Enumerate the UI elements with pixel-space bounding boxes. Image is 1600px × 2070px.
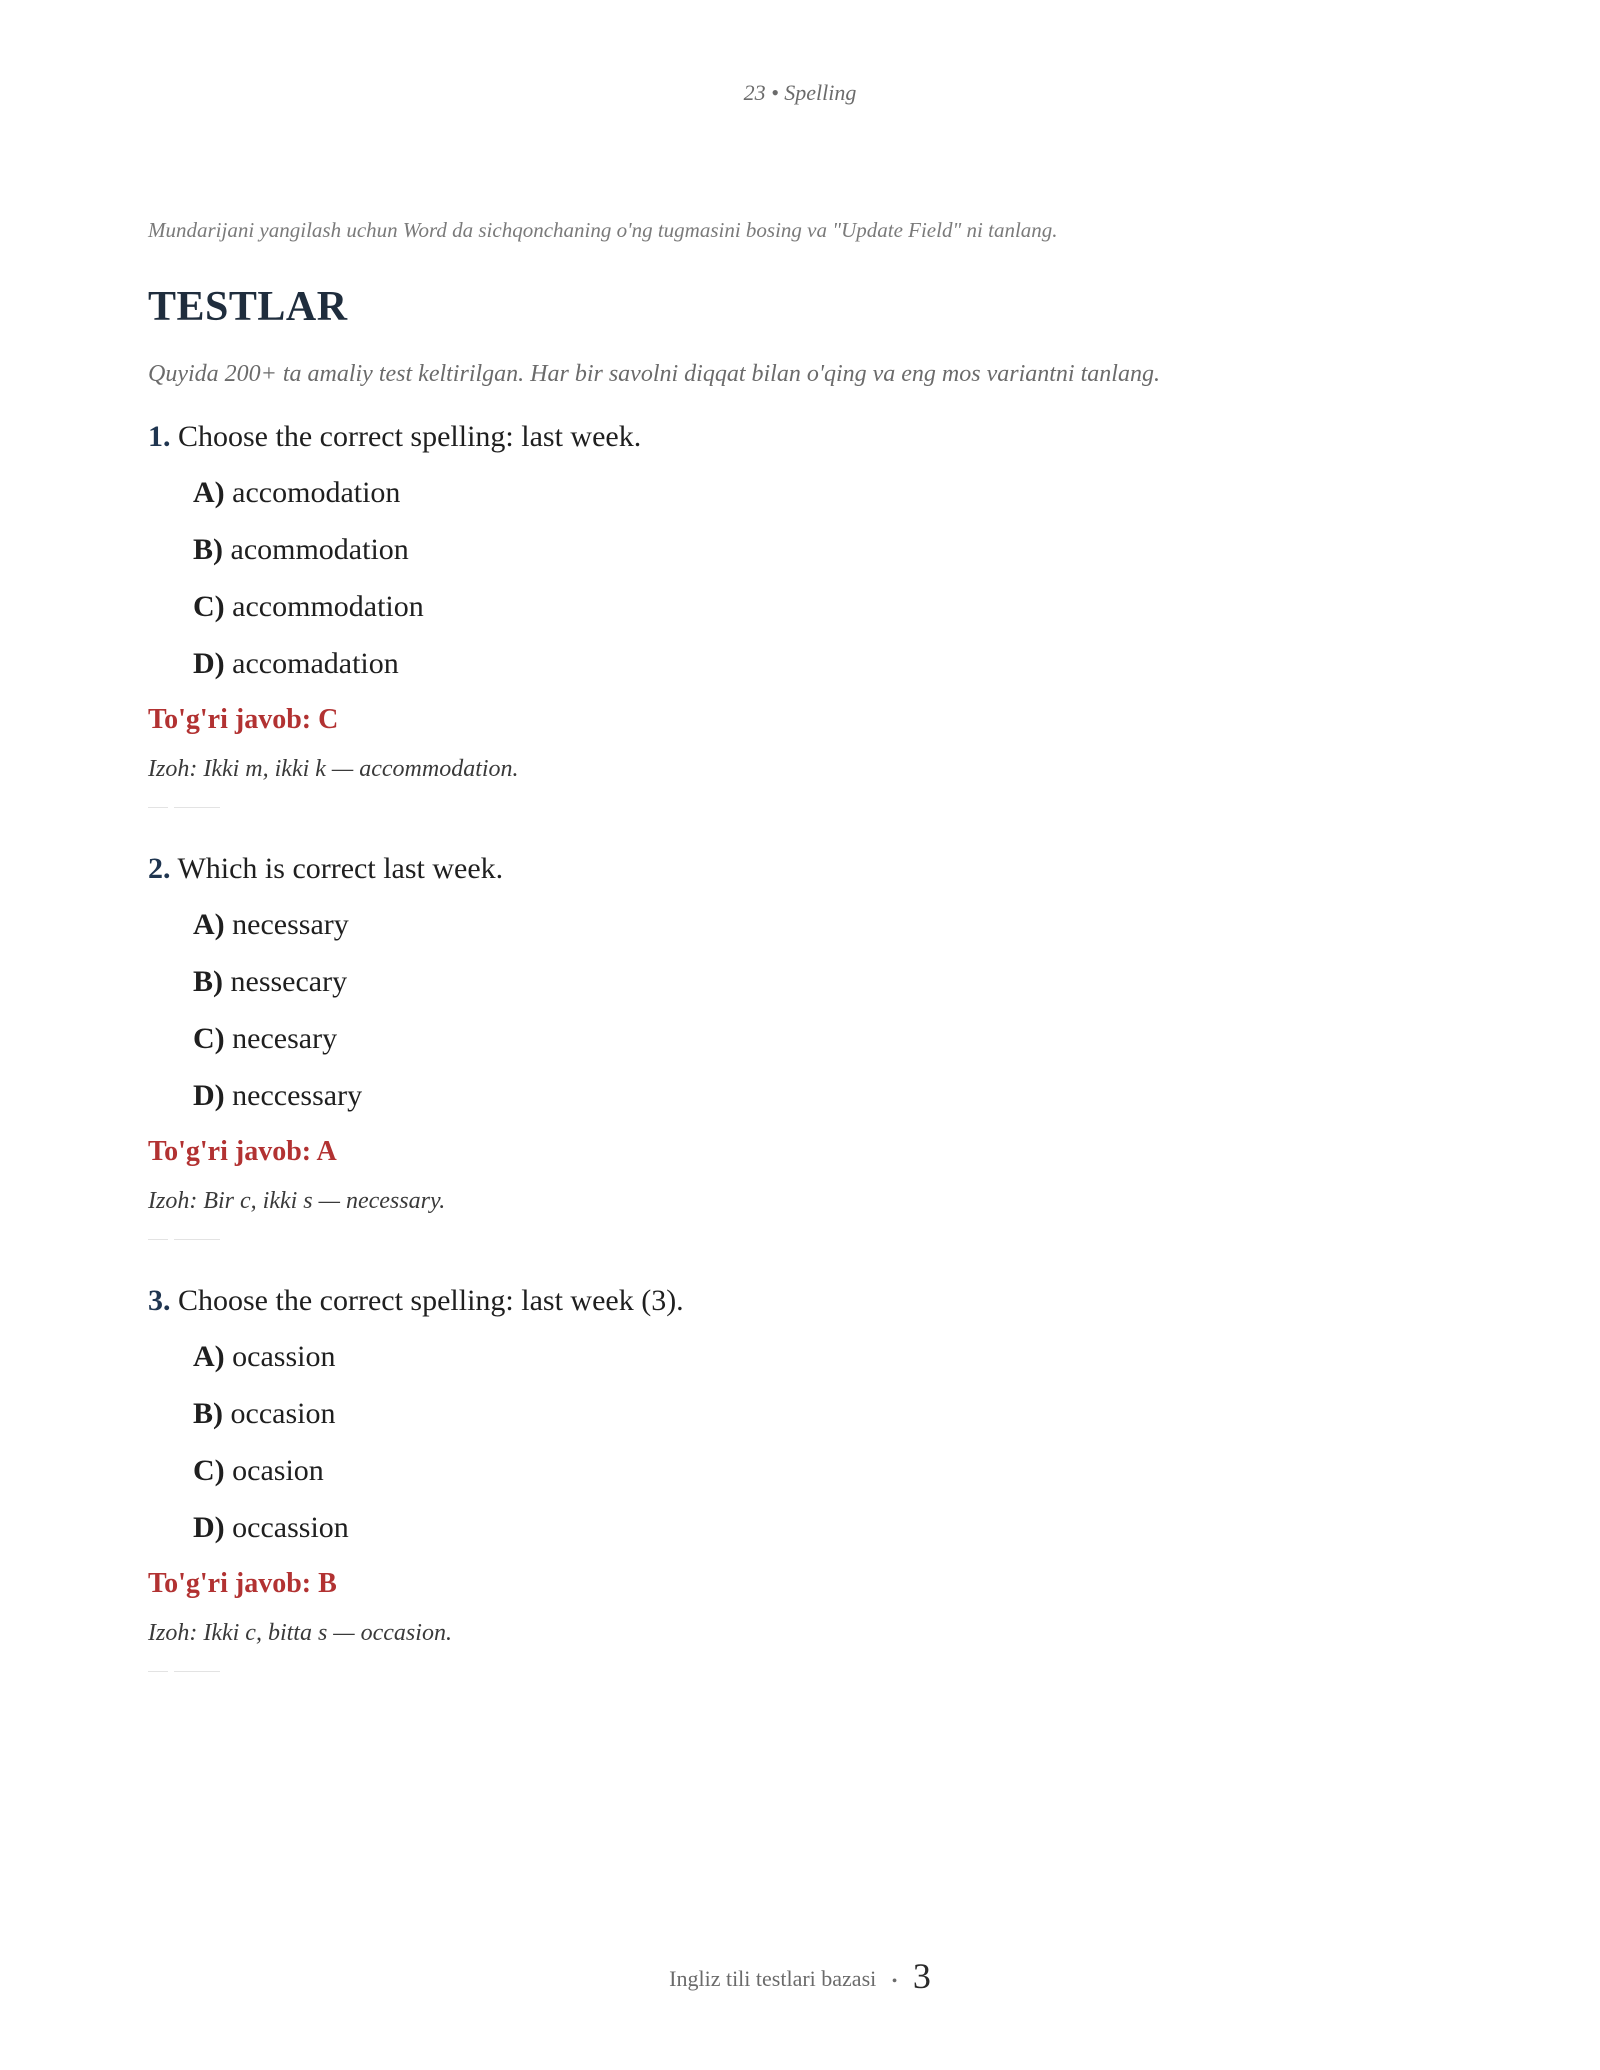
option-b [193,1393,1448,1435]
option-text: acommodation [230,533,409,566]
footer-book-title: Ingliz tili testlari bazasi [669,1966,877,1991]
option-c [193,586,1448,628]
page-number: 3 [912,1956,931,1996]
option-letter: B) [193,965,223,998]
footer-separator: • [891,1973,898,1990]
running-footer [0,1955,1600,1997]
option-text: accomadation [232,647,399,680]
running-header: 23 • Spelling [743,80,857,105]
option-letter: C) [193,1454,225,1487]
option-d [193,643,1448,685]
toc-update-note: Mundarijani yangilash uchun Word da sichqonchaning o'ng tugmasini bosing va "Update Field" ni tanlang. [148,218,1058,242]
question-prompt: Choose the correct spelling: last week. [178,420,642,453]
option-letter: A) [193,1340,225,1373]
question-3 [148,1280,1448,1672]
option-list [193,472,1448,685]
option-a [193,904,1448,946]
explanation: Izoh: Ikki c, bitta s — occasion. [148,1620,452,1646]
question-separator [148,807,220,808]
question-text [148,848,1448,890]
option-c [193,1018,1448,1060]
section-intro: Quyida 200+ ta amaliy test keltirilgan. Har bir savolni diqqat bilan o'qing va eng mos variantni tanlang. [148,361,1160,387]
option-d [193,1507,1448,1549]
question-text [148,416,1448,458]
option-b [193,961,1448,1003]
section-title: TESTLAR [148,284,348,330]
option-letter: C) [193,590,225,623]
question-separator [148,1239,220,1240]
option-d [193,1075,1448,1117]
option-text: occasion [230,1397,336,1430]
question-number: 2. [148,852,171,885]
question-prompt: Choose the correct spelling: last week (3). [178,1284,684,1317]
question-prompt: Which is correct last week. [177,852,504,885]
option-text: ocasion [232,1454,324,1487]
page-content [148,218,1448,1712]
option-b [193,529,1448,571]
question-text [148,1280,1448,1322]
option-c [193,1450,1448,1492]
explanation: Izoh: Bir c, ikki s — necessary. [148,1188,446,1214]
option-text: nessecary [230,965,348,998]
option-letter: B) [193,533,223,566]
question-number: 1. [148,420,171,453]
option-text: occassion [232,1511,349,1544]
option-list [193,1336,1448,1549]
option-letter: D) [193,1511,225,1544]
option-a [193,1336,1448,1378]
option-text: neccessary [232,1079,363,1112]
option-text: accommodation [232,590,424,623]
option-letter: D) [193,1079,225,1112]
option-letter: B) [193,1397,223,1430]
option-text: ocassion [232,1340,336,1373]
question-1 [148,416,1448,808]
option-text: necesary [232,1022,338,1055]
option-letter: C) [193,1022,225,1055]
correct-answer: To'g'ri javob: C [148,704,339,735]
correct-answer: To'g'ri javob: A [148,1136,337,1167]
option-text: necessary [232,908,349,941]
option-text: accomodation [232,476,401,509]
explanation: Izoh: Ikki m, ikki k — accommodation. [148,756,519,782]
option-letter: A) [193,476,225,509]
option-list [193,904,1448,1117]
option-letter: A) [193,908,225,941]
question-2 [148,848,1448,1240]
question-separator [148,1671,220,1672]
correct-answer: To'g'ri javob: B [148,1568,337,1599]
option-a [193,472,1448,514]
question-number: 3. [148,1284,171,1317]
option-letter: D) [193,647,225,680]
